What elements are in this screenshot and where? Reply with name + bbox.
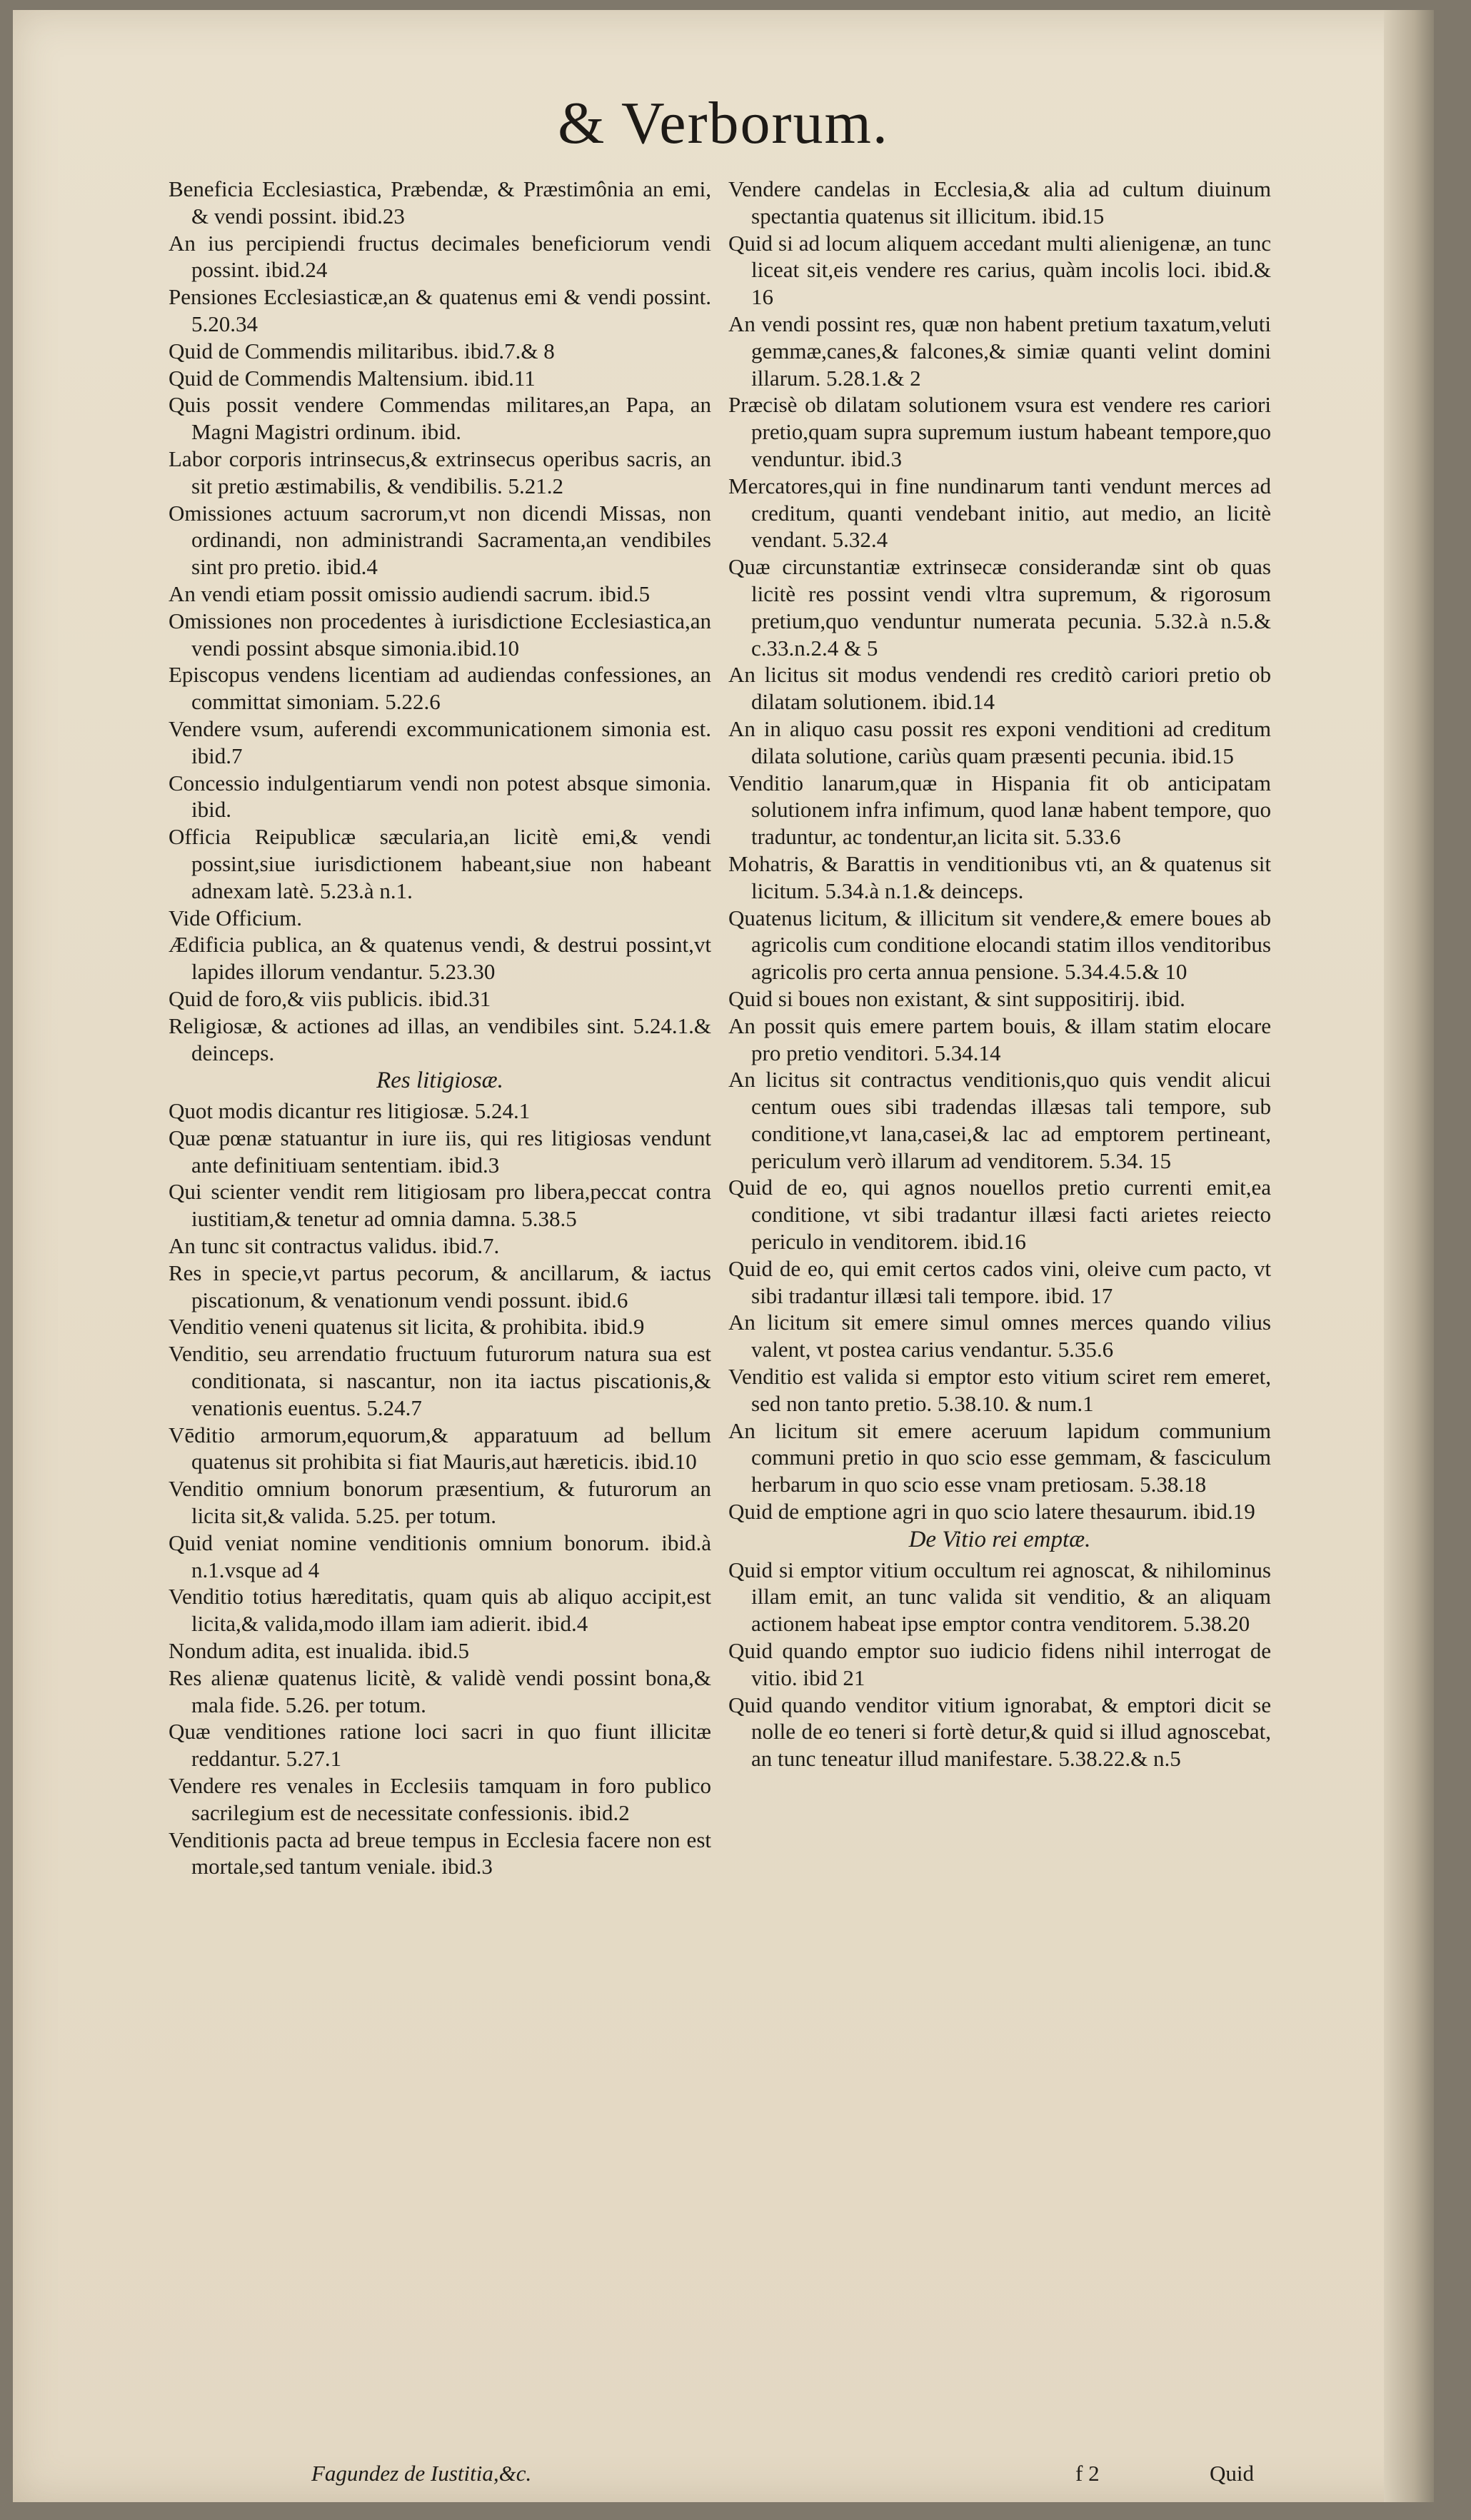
index-entry: Quid de Commendis militaribus. ibid.7.& 8 (169, 338, 555, 363)
page-header: & Verborum. (558, 90, 889, 156)
index-entry: An licitum sit emere aceruum lapidum communium communi pretio in quo scio esse gemmam, & fasciculum herbarum in quo scio esse vnam pretiosam. 5.38.18 (728, 1417, 1271, 1497)
index-entry: Quid de Commendis Maltensium. ibid.11 (169, 365, 536, 391)
index-column-left (169, 176, 711, 1880)
index-entry: An possit quis emere partem bouis, & illam statim elocare pro pretio venditori. 5.34.14 (728, 1013, 1271, 1065)
index-entry: Venditio veneni quatenus sit licita, & prohibita. ibid.9 (169, 1314, 645, 1340)
index-entry: Vide Officium. (169, 905, 302, 930)
index-entry: Vendere res venales in Ecclesiis tamquam in foro publico sacrilegium est de necessitate confessionis. ibid.2 (169, 1773, 711, 1825)
index-entry: Quatenus licitum, & illicitum sit vendere,& emere boues ab agricolis cum conditione elocandi statim illos venditoribus agricolis pro certa annua pensione. 5.34.4.5.& 10 (728, 905, 1271, 985)
index-entry: Omissiones non procedentes à iurisdictione Ecclesiastica,an vendi possint absque simonia.ibid.10 (169, 608, 711, 661)
index-entry: Pensiones Ecclesiasticæ,an & quatenus emi & vendi possint. 5.20.34 (169, 284, 711, 336)
index-entry: An licitus sit modus vendendi res creditò cariori pretio ob dilatam solutionem. ibid.14 (728, 662, 1271, 715)
index-entry: Labor corporis intrinsecus,& extrinsecus operibus sacris, an sit pretio æstimabilis, & vendibilis. 5.21.2 (169, 446, 711, 498)
section-heading: De Vitio rei emptæ. (908, 1526, 1091, 1552)
index-entry: Officia Reipublicæ sæcularia,an licitè emi,& vendi possint,siue iurisdictionem habeant,siue non habeant adnexam latè. 5.23.à n.1. (169, 824, 711, 903)
index-entry: Res alienæ quatenus licitè, & validè vendi possint bona,& mala fide. 5.26. per totum. (169, 1665, 711, 1717)
section-heading: Res litigiosæ. (376, 1068, 503, 1094)
index-entry: Religiosæ, & actiones ad illas, an vendibiles sint. 5.24.1.& deinceps. (169, 1013, 711, 1065)
index-entry: Quot modis dicantur res litigiosæ. 5.24.1 (169, 1098, 531, 1124)
index-entry: Nondum adita, est inualida. ibid.5 (169, 1638, 470, 1664)
book-page (13, 10, 1434, 2502)
index-entry: Episcopus vendens licentiam ad audiendas confessiones, an committat simoniam. 5.22.6 (169, 662, 711, 715)
index-entry: Venditio, seu arrendatio fructuum futurorum natura sua est conditionata, si nascantur, non ita iactus piscationis,& venationis euentus. 5.24.7 (169, 1341, 711, 1420)
index-entry: Quis possit vendere Commendas militares,an Papa, an Magni Magistri ordinum. ibid. (169, 392, 711, 445)
index-entry: An ius percipiendi fructus decimales beneficiorum vendi possint. ibid.24 (169, 230, 711, 283)
index-entry: Quid quando venditor vitium ignorabat, & emptori dicit se nolle de eo teneri si fortè detur,& quid si illud agnoscebat, an tunc teneatur illud manifestare. 5.38.22.& n.5 (728, 1692, 1271, 1772)
index-entry: Venditio lanarum,quæ in Hispania fit ob anticipatam solutionem infra infimum, quod lanæ habent tempore, quo traduntur, ac tondentur,an licita sit. 5.33.6 (728, 770, 1271, 850)
index-entry: Mohatris, & Barattis in venditionibus vti, an & quatenus sit licitum. 5.34.à n.1.& deinceps. (728, 850, 1271, 903)
signature-mark: f 2 (1075, 2461, 1100, 2486)
index-entry: Quæ venditiones ratione loci sacri in quo fiunt illicitæ reddantur. 5.27.1 (169, 1719, 711, 1772)
index-entry: Quæ pœnæ statuantur in iure iis, qui res litigiosas vendunt ante definitiuam sententiam. ibid.3 (169, 1125, 711, 1178)
index-entry: Quid quando emptor suo iudicio fidens nihil interrogat de vitio. ibid 21 (728, 1638, 1271, 1690)
index-column-right (728, 176, 1271, 1772)
index-entry: An licitum sit emere simul omnes merces quando vilius valent, vt postea carius vendantur. 5.35.6 (728, 1310, 1271, 1362)
index-entry: Quid de eo, qui agnos nouellos pretio currenti emit,ea conditione, vt sibi tradantur illæsi facti arietes reiecto periculo in venditorem. ibid.16 (728, 1175, 1271, 1255)
index-entry: Beneficia Ecclesiastica, Præbendæ, & Præstimônia an emi, & vendi possint. ibid.23 (169, 176, 711, 229)
index-entry: Omissiones actuum sacrorum,vt non dicendi Missas, non ordinandi, non administrandi Sacramenta,an vendibiles sint pro pretio. ibid.4 (169, 500, 711, 580)
index-entry: An vendi possint res, quæ non habent pretium taxatum,veluti gemmæ,canes,& falcones,& simiæ quanti velint domini illarum. 5.28.1.& 2 (728, 311, 1271, 391)
index-entry: Quid si ad locum aliquem accedant multi alienigenæ, an tunc liceat sit,eis vendere res carius, quàm incolis loci. ibid.& 16 (728, 230, 1271, 310)
index-entry: An licitus sit contractus venditionis,quo quis vendit alicui centum oues sibi tradendas illæsas tali tempore, sub conditione,vt lana,casei,& lac ad emptorem pertineant, periculum verò illarum ad venditorem. 5.34. 15 (728, 1067, 1271, 1173)
index-entry: Venditio omnium bonorum præsentium, & futurorum an licita sit,& valida. 5.25. per totum. (169, 1476, 711, 1529)
page-footer (169, 2461, 1282, 2489)
index-entry: Vendere candelas in Ecclesia,& alia ad cultum diuinum spectantia quatenus sit illicitum. ibid.15 (728, 176, 1271, 229)
index-entry: Venditionis pacta ad breue tempus in Ecclesia facere non est mortale,sed tantum veniale. ibid.3 (169, 1827, 711, 1879)
index-entry: Quæ circunstantiæ extrinsecæ considerandæ sint ob quas licitè res possint vendi vltra supremum, & rigorosum pretium,quo venduntur numerata pecunia. 5.32.à n.5.& c.33.n.2.4 & 5 (728, 554, 1271, 661)
running-title: Fagundez de Iustitia,&c. (311, 2461, 532, 2486)
index-entry: Quid de emptione agri in quo scio latere thesaurum. ibid.19 (728, 1499, 1255, 1525)
index-entry: Præcisè ob dilatam solutionem vsura est vendere res cariori pretio,quam supra supremum iustum habeant tempore,quo venduntur. ibid.3 (728, 392, 1271, 471)
index-entry: Concessio indulgentiarum vendi non potest absque simonia. ibid. (169, 770, 711, 823)
index-entry: An vendi etiam possit omissio audiendi sacrum. ibid.5 (169, 581, 651, 606)
index-entry: Venditio totius hæreditatis, quam quis ab aliquo accipit,est licita,& valida,modo illam iam adierit. ibid.4 (169, 1584, 711, 1637)
index-entry: An tunc sit contractus validus. ibid.7. (169, 1233, 500, 1259)
index-entry: Quid si emptor vitium occultum rei agnoscat, & nihilominus illam emit, an tunc valida sit venditio, & an aliquam actionem habeat ipse emptor contra venditorem. 5.38.20 (728, 1557, 1271, 1637)
index-entry: Ædificia publica, an & quatenus vendi, & destrui possint,vt lapides illorum vendantur. 5.23.30 (169, 932, 711, 985)
index-entry: Mercatores,qui in fine nundinarum tanti vendunt merces ad creditum, quanti vendebant initio, aut medio, an licitè vendant. 5.32.4 (728, 473, 1271, 553)
index-entry: Res in specie,vt partus pecorum, & ancillarum, & iactus piscationum, & venationum vendi possunt. ibid.6 (169, 1260, 711, 1312)
index-entry: Vendere vsum, auferendi excommunicationem simonia est. ibid.7 (169, 716, 711, 768)
index-entry: Qui scienter vendit rem litigiosam pro libera,peccat contra iustitiam,& tenetur ad omnia damna. 5.38.5 (169, 1179, 711, 1232)
index-entry: Venditio est valida si emptor esto vitium sciret rem emeret, sed non tanto pretio. 5.38.10. & num.1 (728, 1364, 1271, 1416)
index-entry: Quid veniat nomine venditionis omnium bonorum. ibid.à n.1.vsque ad 4 (169, 1530, 711, 1582)
index-entry: An in aliquo casu possit res exponi venditioni ad creditum dilata solutione, cariùs quam præsenti pecunia. ibid.15 (728, 716, 1271, 768)
index-entry: Quid de eo, qui emit certos cados vini, oleive cum pacto, vt sibi tradantur illæsi tali tempore. ibid. 17 (728, 1255, 1271, 1308)
index-entry: Vēditio armorum,equorum,& apparatuum ad bellum quatenus sit prohibita si fiat Mauris,aut hæreticis. ibid.10 (169, 1422, 711, 1475)
page-edge-shadow (1384, 10, 1434, 2502)
index-entry: Quid si boues non existant, & sint suppositirij. ibid. (728, 985, 1185, 1011)
catchword: Quid (1210, 2461, 1254, 2486)
index-entry: Quid de foro,& viis publicis. ibid.31 (169, 985, 491, 1011)
